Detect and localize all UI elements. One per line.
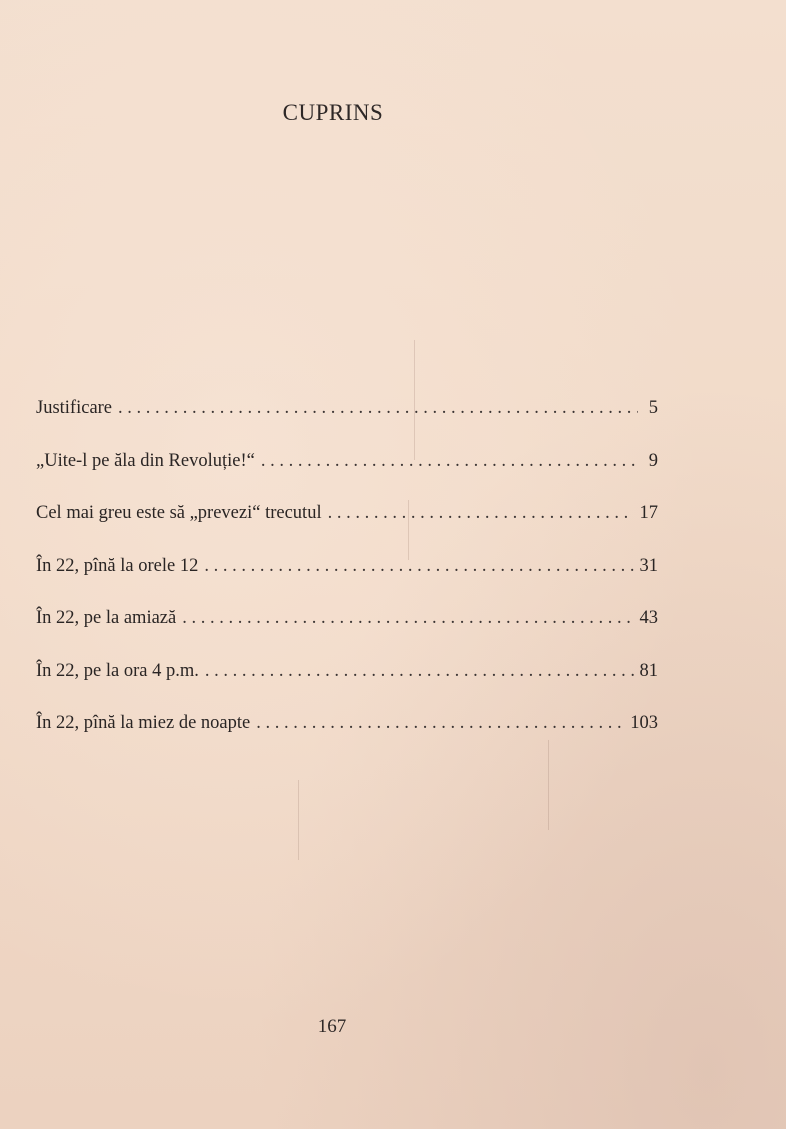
toc-entry-page: 81	[639, 660, 658, 681]
toc-entry-title: În 22, pînă la orele 12	[36, 555, 199, 576]
toc-entry[interactable]	[36, 713, 658, 766]
page-number: 167	[317, 1016, 347, 1037]
toc-entry-page: 43	[639, 608, 658, 628]
toc-entry[interactable]	[36, 556, 658, 609]
toc-entry-page: 5	[648, 398, 658, 418]
toc-entry[interactable]	[36, 451, 658, 504]
table-of-contents	[36, 398, 658, 766]
dot-leader	[328, 503, 634, 524]
toc-entry-page: 31	[639, 555, 658, 576]
dot-leader	[256, 713, 624, 734]
dot-leader	[204, 556, 633, 577]
toc-entry[interactable]	[36, 398, 658, 451]
toc-entry[interactable]	[36, 661, 658, 714]
paper-crease	[298, 780, 299, 860]
toc-entry-title: „Uite-l pe ăla din Revoluție!“	[36, 450, 255, 471]
dot-leader	[118, 398, 638, 419]
toc-entry-title: În 22, pe la amiază	[36, 608, 177, 628]
toc-heading: CUPRINS	[282, 100, 384, 125]
toc-entry-page: 103	[630, 713, 658, 733]
toc-entry-title: În 22, pînă la miez de noapte	[36, 713, 251, 733]
toc-entry-page: 17	[639, 503, 658, 523]
dot-leader	[205, 661, 634, 682]
toc-entry-title: Cel mai greu este să „prevezi“ trecutul	[36, 503, 322, 523]
toc-entry-title: Justificare	[36, 398, 113, 418]
dot-leader	[261, 451, 638, 472]
dot-leader	[182, 608, 633, 629]
toc-entry-page: 9	[648, 450, 658, 471]
toc-entry[interactable]	[36, 608, 658, 661]
toc-entry-title: În 22, pe la ora 4 p.m.	[36, 660, 199, 681]
toc-entry[interactable]	[36, 503, 658, 556]
